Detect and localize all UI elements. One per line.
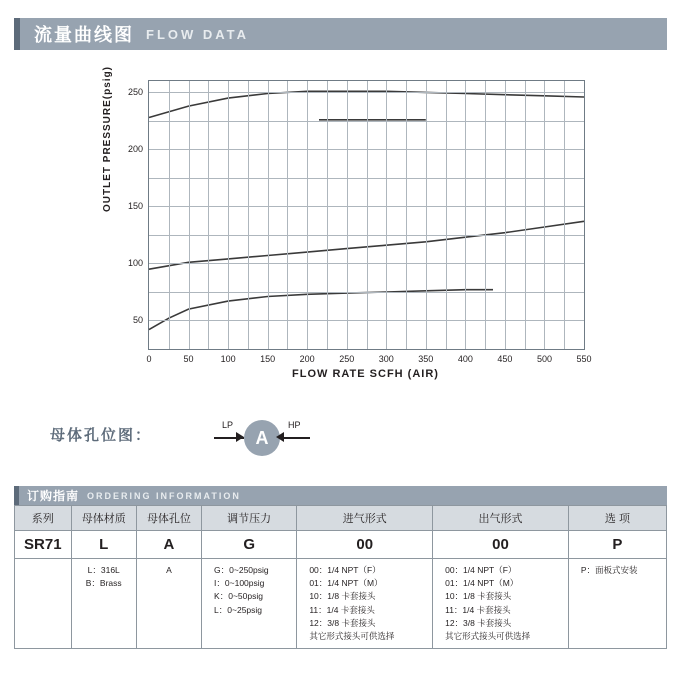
detail-line: 00：1/4 NPT（F） [445, 565, 517, 575]
chart-x-tick-label: 100 [220, 354, 236, 364]
section-header-flow-data [14, 18, 667, 50]
table-cell-code: P [568, 531, 666, 559]
detail-line: 11：1/4 卡套接头 [309, 604, 375, 615]
table-cell-code: SR71 [15, 531, 72, 559]
ordering-table [14, 505, 667, 649]
chart-x-tick-label: 350 [418, 354, 434, 364]
flow-chart [14, 62, 667, 392]
table-column-header: 出气形式 [433, 506, 569, 531]
section-header-ordering [14, 486, 667, 505]
lp-label: LP [222, 420, 234, 430]
chart-x-axis-label: FLOW RATE SCFH (AIR) [292, 368, 439, 380]
chart-gridline-vertical-minor [208, 81, 209, 349]
table-column-header: 母体材质 [71, 506, 136, 531]
chart-x-tick-label: 300 [378, 354, 394, 364]
chart-y-axis-label: OUTLET PRESSURE(psig) [102, 65, 113, 212]
detail-line: 其它形式接头可供选择 [445, 630, 531, 641]
chart-x-tick-label: 0 [146, 354, 152, 364]
table-row-details [15, 559, 667, 649]
chart-gridline-vertical-minor [525, 81, 526, 349]
detail-line: 00：1/4 NPT（F） [309, 565, 381, 575]
port-diagram-row [14, 412, 667, 462]
table-column-header: 系列 [15, 506, 72, 531]
table-cell-detail [202, 559, 297, 649]
chart-gridline-vertical-minor [446, 81, 447, 349]
header-title-en: FLOW DATA [146, 26, 250, 42]
chart-y-tick-label: 250 [127, 87, 143, 98]
table-cell-code: 00 [433, 531, 569, 559]
table-cell-code: A [136, 531, 201, 559]
chart-gridline-vertical-minor [564, 81, 565, 349]
chart-gridline-vertical-minor [406, 81, 407, 349]
table-column-header: 母体孔位 [136, 506, 201, 531]
table-column-header: 进气形式 [297, 506, 433, 531]
detail-line: 10：1/8 卡套接头 [445, 591, 512, 602]
header-title-cn: 流量曲线图 [34, 25, 134, 45]
chart-gridline-vertical-minor [367, 81, 368, 349]
port-diagram-graphic [210, 414, 330, 462]
chart-x-tick-label: 200 [299, 354, 315, 364]
ordering-title-en: ORDERING INFORMATION [87, 490, 241, 501]
table-cell-detail [136, 559, 201, 649]
lp-arrow-icon [236, 432, 244, 442]
table-column-header: 选 项 [568, 506, 666, 531]
detail-line: P：面板式安装 [580, 565, 638, 575]
table-column-header: 调节压力 [202, 506, 297, 531]
chart-gridline-vertical-minor [287, 81, 288, 349]
detail-line: 01：1/4 NPT（M） [309, 578, 383, 589]
chart-x-tick-label: 450 [497, 354, 513, 364]
hp-label: HP [288, 420, 301, 430]
table-header-row [15, 506, 667, 531]
port-circle-a: A [244, 420, 280, 456]
chart-x-tick-label: 250 [339, 354, 355, 364]
hp-arrow-icon [276, 432, 284, 442]
detail-line: 01：1/4 NPT（M） [445, 578, 519, 589]
table-cell-code: L [71, 531, 136, 559]
chart-gridline-vertical-minor [327, 81, 328, 349]
detail-line: A [166, 565, 172, 575]
detail-line: 其它形式接头可供选择 [309, 630, 395, 641]
chart-y-tick-label: 150 [127, 201, 143, 212]
detail-line: 12：3/8 卡套接头 [309, 617, 376, 628]
chart-y-tick-label: 50 [132, 315, 143, 326]
chart-x-tick-label: 150 [260, 354, 276, 364]
chart-plot-area [127, 80, 592, 364]
chart-y-tick-label: 100 [127, 258, 143, 269]
chart-x-tick-label: 550 [576, 354, 592, 364]
table-cell-code: G [202, 531, 297, 559]
detail-line: G：0~250psig [214, 565, 269, 575]
ordering-accent-bar [14, 486, 19, 505]
table-cell-detail [433, 559, 569, 649]
chart-gridline-vertical-minor [169, 81, 170, 349]
chart-y-tick-label: 200 [127, 144, 143, 155]
table-row-codes [15, 531, 667, 559]
chart-x-tick-label: 400 [457, 354, 473, 364]
detail-line: 12：3/8 卡套接头 [445, 617, 512, 628]
chart-gridline-vertical-minor [248, 81, 249, 349]
chart-x-tick-label: 50 [183, 354, 194, 364]
detail-line: L：0~25psig [214, 604, 263, 615]
detail-line: L：316L [87, 565, 120, 575]
header-accent-bar [14, 18, 20, 50]
table-cell-detail [71, 559, 136, 649]
hp-line [280, 437, 310, 439]
port-diagram-title: 母体孔位图： [50, 427, 153, 444]
detail-line: B：Brass [85, 578, 122, 589]
ordering-title-cn: 订购指南 [27, 489, 80, 503]
table-cell-detail [15, 559, 72, 649]
detail-line: I：0~100psig [214, 578, 265, 589]
table-cell-code: 00 [297, 531, 433, 559]
detail-line: 11：1/4 卡套接头 [445, 604, 511, 615]
detail-line: 10：1/8 卡套接头 [309, 591, 376, 602]
chart-gridline-vertical-minor [485, 81, 486, 349]
chart-x-tick-label: 500 [536, 354, 552, 364]
table-cell-detail [297, 559, 433, 649]
table-cell-detail [568, 559, 666, 649]
detail-line: K：0~50psig [214, 591, 263, 602]
